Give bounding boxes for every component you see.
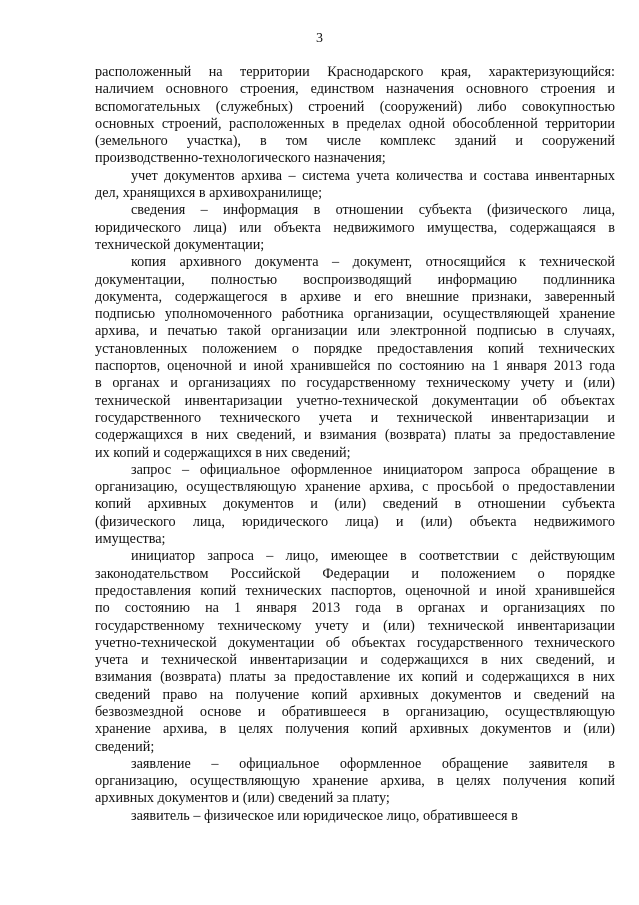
text-line: документации, полностью воспроизводящий информацию подлинника (95, 271, 615, 288)
paragraph (95, 168, 615, 203)
text-line: производственно-технологического назначения; (95, 150, 386, 167)
text-line: копий архивных документов и (или) сведений в отношении субъекта (95, 496, 615, 513)
paragraph (95, 64, 615, 168)
text-line: учет документов архива – система учета количества и состава инвентарных (131, 167, 615, 184)
text-line: сведений право на получение копий архивных документов и сведений на (95, 686, 615, 703)
text-line: государственному техническому учету и (или) технической инвентаризации (95, 617, 615, 634)
text-line: паспортов, оценочной и иной хранившейся по состоянию на 1 января 2013 года (95, 358, 615, 375)
text-line: наличием основного строения, единством назначения основного строения и (95, 81, 615, 98)
text-line: сведения – информация в отношении субъекта (физического лица, (131, 202, 615, 219)
text-line: установленных положением о порядке предоставления копий технических (95, 340, 615, 357)
text-line: взимания (возврата) платы за предоставление их копий и содержащихся в них (95, 669, 615, 686)
text-line: архивных документов и (или) сведений за плату; (95, 790, 390, 807)
text-line: вспомогательных (служебных) строений (сооружений) либо совокупностью (95, 98, 615, 115)
text-line: подписью уполномоченного работника организации, осуществляющей хранение (95, 306, 615, 323)
text-line: технической инвентаризации учетно-технической документации об объектах (95, 392, 615, 409)
text-line: организацию, осуществляющую хранение архива, с просьбой о предоставлении (95, 479, 615, 496)
text-line: учета и технической инвентаризации и содержащихся в них сведений, и (95, 652, 615, 669)
paragraph (95, 756, 615, 808)
text-line: организацию, осуществляющую хранение архива, в целях получения копий (95, 773, 615, 790)
paragraph (95, 254, 615, 462)
text-line: предоставления копий технических паспортов, оценочной и иной хранившейся (95, 582, 615, 599)
text-line: основных строений, расположенных в пределах одной обособленной территории (95, 115, 615, 132)
text-line: законодательством Российской Федерации и положением о порядке (95, 565, 615, 582)
text-line: государственного технического учета и технической инвентаризации и (95, 409, 615, 426)
text-line: хранение архива, в целях получения копий архивных документов и (или) (95, 721, 615, 738)
text-line: расположенный на территории Краснодарского края, характеризующийся: (95, 64, 615, 80)
paragraph (95, 548, 615, 756)
document-body (95, 64, 615, 825)
text-line: (физического лица, юридического лица) и (или) объекта недвижимого (95, 513, 615, 530)
paragraph (95, 808, 615, 825)
text-line: юридического лица) или объекта недвижимого имущества, содержащаяся в (95, 219, 615, 236)
text-line: их копий и содержащихся в них сведений; (95, 444, 351, 461)
text-line: учетно-технической документации об объектах государственного технического (95, 634, 615, 651)
text-line: документа, содержащегося в архиве и его внешние признаки, заверенный (95, 288, 615, 305)
text-line: запрос – официальное оформленное инициатором запроса обращение в (131, 461, 615, 478)
text-line: архива, и печатью такой организации или электронной подписью в случаях, (95, 323, 615, 340)
text-line: имущества; (95, 531, 166, 548)
text-line: дел, хранящихся в архивохранилище; (95, 185, 323, 202)
text-line: сведений; (95, 738, 155, 755)
text-line: по состоянию на 1 января 2013 года в органах и организациях по (95, 600, 615, 617)
paragraph (95, 202, 615, 254)
text-line: безвозмездной основе и обратившееся в организацию, осуществляющую (95, 703, 615, 720)
text-line: в органах и организациях по государственному техническому учету и (или) (95, 375, 615, 392)
text-line: технической документации; (95, 236, 265, 253)
paragraph (95, 462, 615, 548)
page-number: 3 (316, 31, 323, 46)
text-line: содержащихся в них сведений, и взимания (возврата) платы за предоставление (95, 427, 615, 444)
text-line: заявитель – физическое или юридическое лицо, обратившееся в (131, 807, 518, 824)
text-line: (земельного участка), в том числе комплекс зданий и сооружений (95, 133, 615, 150)
text-line: копия архивного документа – документ, относящийся к технической (131, 254, 615, 271)
text-line: заявление – официальное оформленное обращение заявителя в (131, 755, 615, 772)
text-line: инициатор запроса – лицо, имеющее в соответствии с действующим (131, 548, 615, 565)
